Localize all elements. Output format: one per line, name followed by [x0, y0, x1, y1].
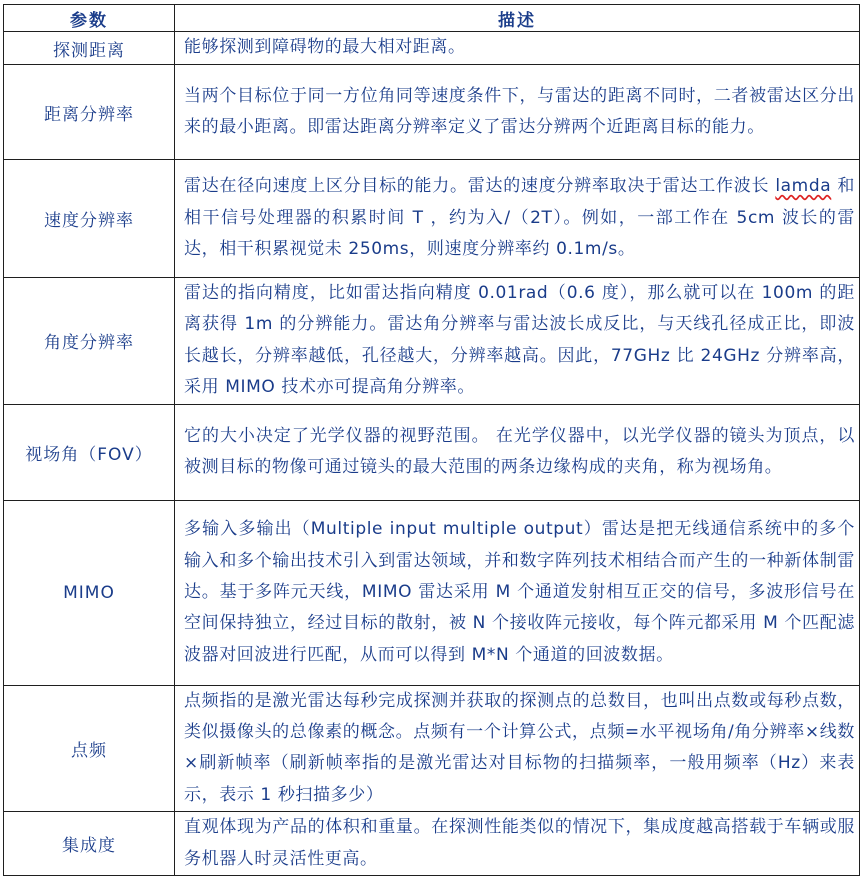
param-name: 探测距离 — [4, 32, 175, 65]
param-desc — [175, 160, 860, 278]
param-name: 速度分辨率 — [4, 160, 175, 278]
param-desc: 多输入多输出（Multiple input multiple output）雷达是把无线通信系统中的多个输入和多个输出技术引入到雷达领域，并和数字阵列技术相结合而产生的一种新体制雷达。基于多阵元天线，MIMO 雷达采用 M 个通道发射相互正交的信号，多波形信号在空间保持独立，经过目标的散射，被 N 个接收阵元接收，每个阵元都采用 M 个匹配滤波器对回波进行匹配，从而可以得到 M*N 个通道的回波数据。 — [175, 500, 860, 685]
table-row — [4, 404, 860, 500]
param-name: 距离分辨率 — [4, 65, 175, 160]
param-desc: 当两个目标位于同一方位角同等速度条件下，与雷达的距离不同时，二者被雷达区分出来的最小距离。即雷达距离分辨率定义了雷达分辨两个近距离目标的能力。 — [175, 65, 860, 160]
param-name: 点频 — [4, 685, 175, 812]
param-name: 视场角（FOV） — [4, 404, 175, 500]
desc-part: 和相干信号处理器的积累时间 T ，约为入/（2T）。例如，一部工作在 5cm 波长的雷达，相干积累视觉未 250ms，则速度分辨率约 0.1m/s。 — [184, 176, 855, 260]
table-row — [4, 65, 860, 160]
param-desc: 它的大小决定了光学仪器的视野范围。 在光学仪器中，以光学仪器的镜头为顶点，以被测目标的物像可通过镜头的最大范围的两条边缘构成的夹角，称为视场角。 — [175, 404, 860, 500]
param-desc: 点频指的是激光雷达每秒完成探测并获取的探测点的总数目，也叫出点数或每秒点数，类似摄像头的总像素的概念。点频有一个计算公式，点频=水平视场角/角分辨率×线数×刷新帧率（刷新帧率指的是激光雷达对目标物的扫描频率，一般用频率（Hz）来表示，表示 1 秒扫描多少） — [175, 685, 860, 812]
table-row — [4, 160, 860, 278]
param-desc: 直观体现为产品的体积和重量。在探测性能类似的情况下，集成度越高搭载于车辆或服务机器人时灵活性更高。 — [175, 812, 860, 876]
param-desc: 能够探测到障碍物的最大相对距离。 — [175, 32, 860, 65]
table-row — [4, 32, 860, 65]
table-row — [4, 278, 860, 405]
table-row — [4, 500, 860, 685]
header-desc: 描述 — [175, 5, 860, 32]
table-row — [4, 685, 860, 812]
param-name: MIMO — [4, 500, 175, 685]
table-row — [4, 812, 860, 876]
parameter-table — [3, 4, 860, 876]
desc-part: 雷达在径向速度上区分目标的能力。雷达的速度分辨率取决于雷达工作波长 — [184, 176, 776, 197]
spellcheck-word: lamda — [775, 176, 832, 197]
param-desc: 雷达的指向精度，比如雷达指向精度 0.01rad（0.6 度），那么就可以在 100m 的距离获得 1m 的分辨能力。雷达角分辨率与雷达波长成反比，与天线孔径成正比，即波长越长，分辨率越低，孔径越大，分辨率越高。因此，77GHz 比 24GHz 分辨率高，采用 MIMO 技术亦可提高角分辨率。 — [175, 278, 860, 405]
param-name: 集成度 — [4, 812, 175, 876]
header-param: 参数 — [4, 5, 175, 32]
param-name: 角度分辨率 — [4, 278, 175, 405]
table-header-row — [4, 5, 860, 32]
